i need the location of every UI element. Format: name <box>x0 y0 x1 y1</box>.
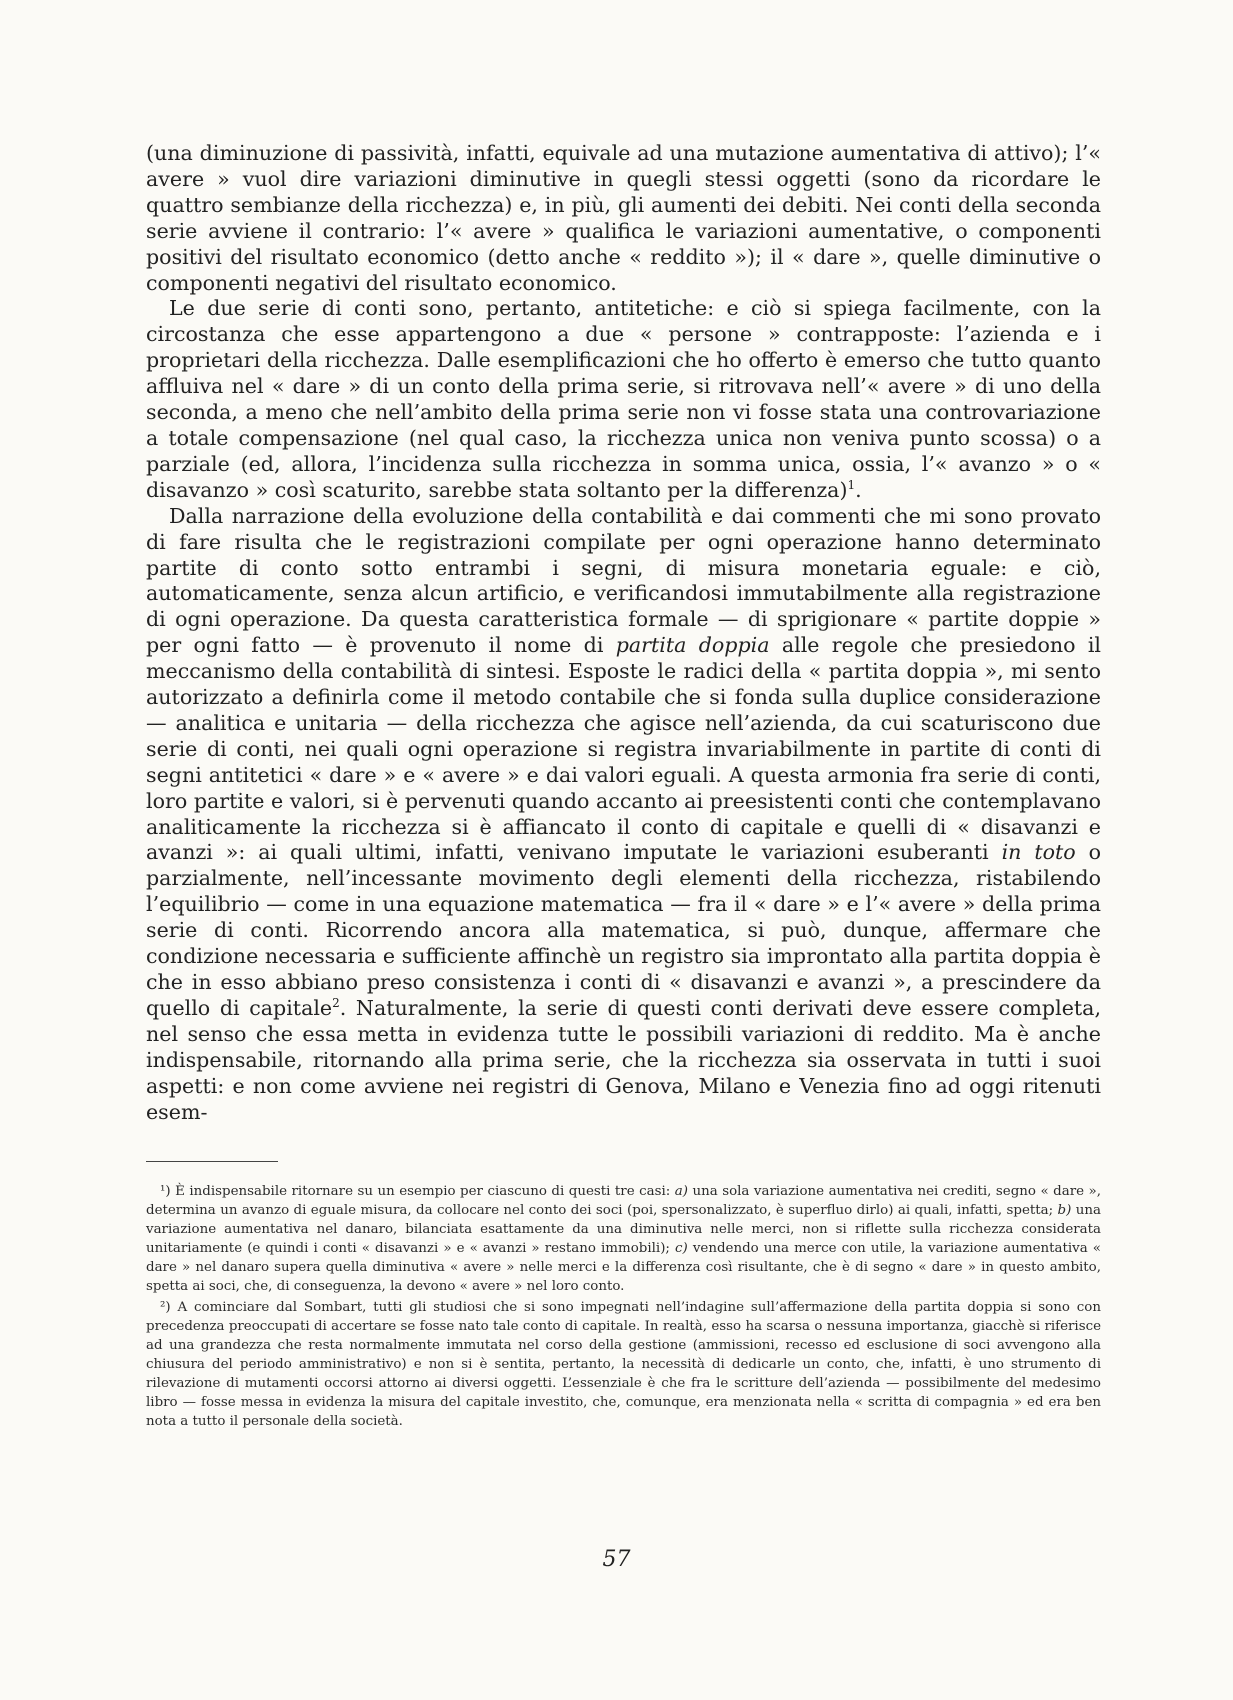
footnote <box>146 1299 1101 1431</box>
text-segment: ¹) È indispensabile ritornare su un esempio per ciascuno di questi tre casi: <box>160 1184 675 1199</box>
footnote-ref: 2 <box>332 996 340 1011</box>
main-text <box>146 141 1101 1125</box>
paragraph <box>146 141 1101 296</box>
text-segment: una sola variazione aumentativa nei crediti, segno « dare », determina un avanzo di eguale misura, da collocare nel conto dei soci (poi, spersonalizzato, è superfluo dirlo) ai quali, infatti, spetta; <box>146 1184 1101 1218</box>
footnote-ref: 1 <box>847 477 856 492</box>
text-segment: (una diminuzione di passività, infatti, equivale ad una mutazione aumentativa di attivo); l’« avere » vuol dire variazioni diminutive in quegli stessi oggetti (sono da ricordare le quattro sembianze della ricchezza) e, in più, gli aumenti dei debiti. Nei conti della seconda serie avviene il contrario: l’« avere » qualifica le variazioni aumentative, o componenti positivi del risultato economico (detto anche « reddito »); il « dare », quelle diminutive o componenti negativi del risultato economico. <box>146 141 1101 295</box>
text-segment: c) <box>675 1240 688 1256</box>
text-segment: una variazione aumentativa nel danaro, bilanciata esattamente da una diminutiva nelle merci, non si riflette sulla ricchezza considerata unitariamente (e quindi i conti « disavanzi » e « avanzi » restano immobili); <box>146 1202 1101 1256</box>
text-segment: Le due serie di conti sono, pertanto, antitetiche: e ciò si spiega facilmente, con la circostanza che esse appartengono a due « persone » contrapposte: l’azienda e i proprietari della ricchezza. Dalle esemplificazioni che ho offerto è emerso che tutto quanto affluiva nel « dare » di un conto della prima serie, si ritrovava nell’« avere » di uno della seconda, a meno che nell’ambito della prima serie non vi fosse stata una controvariazione a totale compensazione (nel qual caso, la ricchezza unica non veniva punto scossa) o a parziale (ed, allora, l’incidenza sulla ricchezza in somma unica, ossia, l’« avanzo » o « disavanzo » così scaturito, sarebbe stata soltanto per la differenza) <box>146 296 1101 502</box>
paragraph <box>146 296 1101 503</box>
text-segment: vendendo una merce con utile, la variazione aumentativa « dare » nel danaro supera quella diminutiva « avere » nelle merci e la differenza così risultante, che è di segno « dare » in questo ambito, spetta ai soci, che, di conseguenza, la devono « avere » nel loro conto. <box>146 1240 1101 1294</box>
page-number: 57 <box>602 1547 631 1572</box>
footnote <box>146 1183 1101 1296</box>
text-segment: in toto <box>1001 840 1076 865</box>
text-segment: partita doppia <box>615 633 770 658</box>
paragraph <box>146 504 1101 1126</box>
text-segment: ²) A cominciare dal Sombart, tutti gli studiosi che si sono impegnati nell’indagine sull’affermazione della partita doppia si sono con precedenza preoccupati di accertare se fosse nato tale conto di capitale. In realtà, esso ha scarsa o nessuna importanza, giacchè si riferisce ad una grandezza che resta normalmente immutata nel corso della gestione (ammissioni, recesso ed esclusione di soci avvengono alla chiusura del periodo amministrativo) e non si è sentita, pertanto, la necessità di dedicarle un conto, che, infatti, è uno strumento di rilevazione di mutamenti occorsi attorno ai diversi oggetti. L’essenziale è che fra le scritture dell’azienda — possibilmente del medesimo libro — fosse messa in evidenza la misura del capitale investito, che, comunque, era menzionata nella « scritta di compagnia » ed era ben nota a tutto il personale della società. <box>146 1300 1101 1429</box>
text-segment: o parzialmente, nell’incessante movimento degli elementi della ricchezza, ristabilendo l’equilibrio — come in una equazione matematica — fra il « dare » e l’« avere » della prima serie di conti. Ricorrendo ancora alla matematica, si può, dunque, affermare che condizione necessaria e sufficiente affinchè un registro sia improntato alla partita doppia è che in esso abbiano preso consistenza i conti di « disavanzi e avanzi », a prescindere da quello di capitale <box>146 840 1101 1020</box>
text-segment: Dalla narrazione della evoluzione della contabilità e dai commenti che mi sono provato di fare risulta che le registrazioni compilate per ogni operazione hanno determinato partite di conto sotto entrambi i segni, di misura monetaria eguale: e ciò, automaticamente, senza alcun artificio, e verificandosi immutabilmente alla registrazione di ogni operazione. Da questa caratteristica formale — di sprigionare « partite doppie » per ogni fatto — è provenuto il nome di <box>146 503 1101 658</box>
text-segment: alle regole che presiedono il meccanismo della contabilità di sintesi. Esposte le radici della « partita doppia », mi sento autorizzato a definirla come il metodo contabile che si fonda sulla duplice considerazione — analitica e unitaria — della ricchezza che agisce nell’azienda, da cui scaturiscono due serie di conti, nei quali ogni operazione si registra invariabilmente in partite di conti di segni antitetici « dare » e « avere » e dai valori eguali. A questa armonia fra serie di conti, loro partite e valori, si è pervenuti quando accanto ai preesistenti conti che contemplavano analiticamente la ricchezza si è affiancato il conto di capitale e quelli di « disavanzi e avanzi »: ai quali ultimi, infatti, venivano imputate le variazioni esuberanti <box>146 633 1101 865</box>
text-segment: . Naturalmente, la serie di questi conti derivati deve essere completa, nel senso che essa metta in evidenza tutte le possibili variazioni di reddito. Ma è anche indispensabile, ritornando alla prima serie, che la ricchezza sia osservata in tutti i suoi aspetti: e non come avviene nei registri di Genova, Milano e Venezia fino ad oggi ritenuti esem- <box>146 995 1101 1124</box>
footnote-separator <box>146 1161 278 1162</box>
footnotes <box>146 1183 1101 1432</box>
text-segment: a) <box>674 1184 688 1199</box>
text-segment: b) <box>1057 1202 1072 1218</box>
text-segment: . <box>855 477 862 502</box>
